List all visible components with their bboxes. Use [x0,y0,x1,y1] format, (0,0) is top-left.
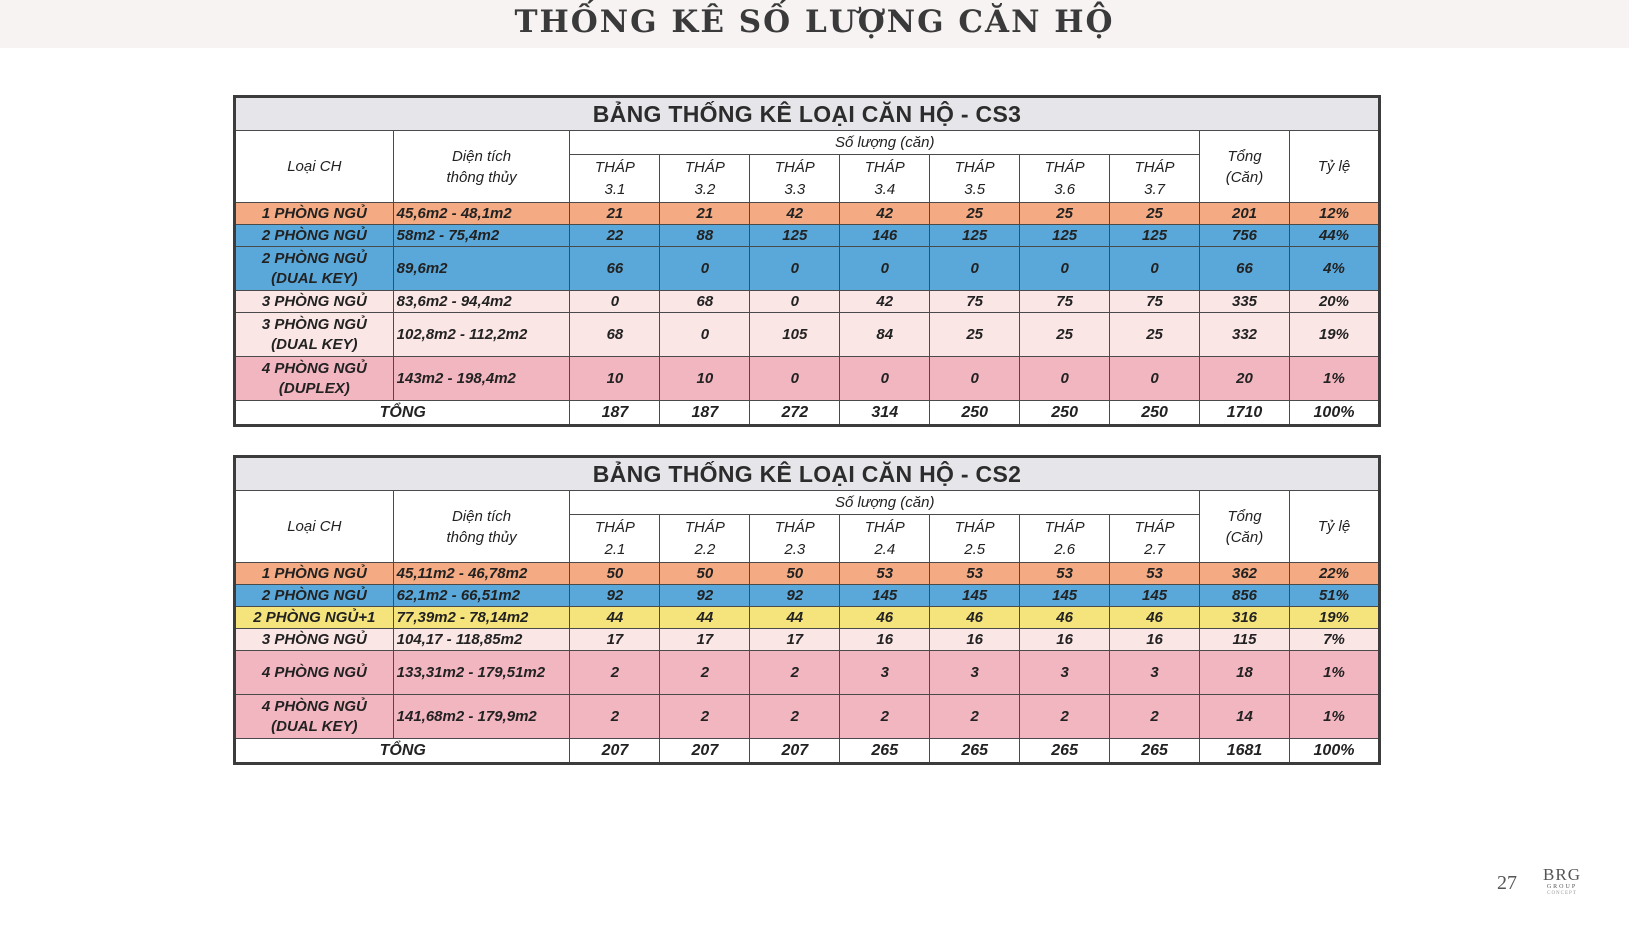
row-value: 0 [840,247,930,291]
row-value: 75 [1020,291,1110,313]
row-type: 3 PHÒNG NGỦ [235,291,394,313]
row-ratio: 51% [1289,585,1379,607]
total-value: 265 [930,739,1020,764]
row-type: 4 PHÒNG NGỦ [235,651,394,695]
row-value: 0 [660,247,750,291]
row-type: 3 PHÒNG NGỦ (DUAL KEY) [235,313,394,357]
header-tower: THÁP 2.4 [840,515,930,563]
row-value: 2 [570,695,660,739]
row-value: 75 [1110,291,1200,313]
total-value: 187 [570,401,660,426]
header-tower: THÁP 2.7 [1110,515,1200,563]
header-tower: THÁP 3.5 [930,155,1020,203]
row-value: 17 [660,629,750,651]
row-area: 58m2 - 75,4m2 [393,225,570,247]
row-total: 856 [1200,585,1290,607]
row-type: 2 PHÒNG NGỦ (DUAL KEY) [235,247,394,291]
row-value: 145 [840,585,930,607]
header-tower: THÁP 2.6 [1020,515,1110,563]
row-value: 25 [1110,203,1200,225]
total-sum: 1710 [1200,401,1290,426]
row-area: 143m2 - 198,4m2 [393,357,570,401]
row-value: 16 [930,629,1020,651]
table-row [235,291,1380,313]
header-row [235,491,1380,515]
total-value: 272 [750,401,840,426]
row-type: 2 PHÒNG NGỦ [235,585,394,607]
row-ratio: 1% [1289,357,1379,401]
total-value: 265 [1110,739,1200,764]
total-label: TỔNG [235,739,570,764]
table-cs2 [233,455,1381,765]
row-value: 0 [660,313,750,357]
table-title-row [235,97,1380,131]
row-value: 125 [750,225,840,247]
row-value: 0 [840,357,930,401]
table-row [235,629,1380,651]
total-value: 265 [840,739,930,764]
row-value: 92 [750,585,840,607]
row-total: 66 [1200,247,1290,291]
row-value: 50 [750,563,840,585]
header-tower: THÁP 3.1 [570,155,660,203]
row-ratio: 44% [1289,225,1379,247]
row-type: 4 PHÒNG NGỦ (DUAL KEY) [235,695,394,739]
row-value: 16 [840,629,930,651]
header-tower: THÁP 3.6 [1020,155,1110,203]
header-total: Tổng (Căn) [1200,131,1290,203]
row-area: 45,6m2 - 48,1m2 [393,203,570,225]
row-area: 102,8m2 - 112,2m2 [393,313,570,357]
row-value: 145 [1020,585,1110,607]
table-row [235,607,1380,629]
total-value: 207 [750,739,840,764]
row-area: 141,68m2 - 179,9m2 [393,695,570,739]
row-value: 25 [1020,203,1110,225]
row-value: 44 [570,607,660,629]
row-value: 145 [1110,585,1200,607]
row-value: 42 [750,203,840,225]
row-ratio: 19% [1289,313,1379,357]
row-value: 105 [750,313,840,357]
table-title: BẢNG THỐNG KÊ LOẠI CĂN HỘ - CS3 [235,97,1380,131]
row-total: 362 [1200,563,1290,585]
row-type: 1 PHÒNG NGỦ [235,203,394,225]
row-ratio: 20% [1289,291,1379,313]
row-total: 20 [1200,357,1290,401]
header-tower: THÁP 2.5 [930,515,1020,563]
row-value: 3 [1020,651,1110,695]
brand-line2: CONCEPT [1547,891,1577,896]
row-value: 68 [660,291,750,313]
brand-name: BRG [1543,865,1581,884]
page-title: THỐNG KÊ SỐ LƯỢNG CĂN HỘ [514,4,1115,40]
table-row [235,203,1380,225]
header-tower: THÁP 2.1 [570,515,660,563]
row-type: 4 PHÒNG NGỦ (DUPLEX) [235,357,394,401]
row-value: 2 [750,651,840,695]
total-ratio: 100% [1289,739,1379,764]
row-value: 0 [1020,247,1110,291]
row-value: 92 [570,585,660,607]
brand-line1: GROUP [1546,884,1578,890]
row-value: 44 [750,607,840,629]
row-value: 25 [930,203,1020,225]
row-value: 75 [930,291,1020,313]
table-title: BẢNG THỐNG KÊ LOẠI CĂN HỘ - CS2 [235,457,1380,491]
row-ratio: 7% [1289,629,1379,651]
row-ratio: 4% [1289,247,1379,291]
row-value: 92 [660,585,750,607]
row-value: 46 [1110,607,1200,629]
table-row [235,357,1380,401]
row-ratio: 1% [1289,651,1379,695]
total-row [235,401,1380,426]
row-area: 45,11m2 - 46,78m2 [393,563,570,585]
row-value: 0 [570,291,660,313]
header-type: Loại CH [235,491,394,563]
row-type: 2 PHÒNG NGỦ [235,225,394,247]
row-area: 62,1m2 - 66,51m2 [393,585,570,607]
header-count: Số lượng (căn) [570,491,1200,515]
row-area: 89,6m2 [393,247,570,291]
total-label: TỔNG [235,401,570,426]
row-value: 25 [930,313,1020,357]
header-row [235,131,1380,155]
row-value: 10 [570,357,660,401]
total-sum: 1681 [1200,739,1290,764]
header-total: Tổng (Căn) [1200,491,1290,563]
row-value: 2 [1110,695,1200,739]
row-area: 77,39m2 - 78,14m2 [393,607,570,629]
header-area: Diện tích thông thủy [393,491,570,563]
row-value: 46 [1020,607,1110,629]
row-value: 53 [1110,563,1200,585]
row-ratio: 1% [1289,695,1379,739]
row-value: 68 [570,313,660,357]
row-value: 125 [930,225,1020,247]
row-value: 2 [840,695,930,739]
row-ratio: 19% [1289,607,1379,629]
row-value: 2 [570,651,660,695]
row-total: 14 [1200,695,1290,739]
header-area: Diện tích thông thủy [393,131,570,203]
row-value: 0 [750,357,840,401]
table-row [235,247,1380,291]
row-value: 2 [1020,695,1110,739]
row-value: 0 [750,291,840,313]
header-tower: THÁP 3.7 [1110,155,1200,203]
row-value: 146 [840,225,930,247]
row-value: 10 [660,357,750,401]
row-total: 201 [1200,203,1290,225]
row-value: 44 [660,607,750,629]
table-row [235,651,1380,695]
total-value: 187 [660,401,750,426]
row-total: 18 [1200,651,1290,695]
header-tower: THÁP 2.2 [660,515,750,563]
row-type: 1 PHÒNG NGỦ [235,563,394,585]
row-value: 22 [570,225,660,247]
row-total: 115 [1200,629,1290,651]
header-tower: THÁP 3.3 [750,155,840,203]
row-area: 104,17 - 118,85m2 [393,629,570,651]
table-row [235,563,1380,585]
table-cs3 [233,95,1381,427]
row-value: 53 [840,563,930,585]
header-tower: THÁP 3.4 [840,155,930,203]
total-value: 314 [840,401,930,426]
row-ratio: 12% [1289,203,1379,225]
row-value: 125 [1110,225,1200,247]
row-value: 0 [930,247,1020,291]
row-value: 46 [930,607,1020,629]
row-value: 125 [1020,225,1110,247]
row-total: 332 [1200,313,1290,357]
row-value: 0 [1110,247,1200,291]
total-value: 250 [1110,401,1200,426]
table-title-row [235,457,1380,491]
total-value: 207 [660,739,750,764]
row-total: 335 [1200,291,1290,313]
row-value: 2 [660,695,750,739]
total-value: 265 [1020,739,1110,764]
brand-logo [1542,866,1582,897]
row-area: 133,31m2 - 179,51m2 [393,651,570,695]
row-value: 88 [660,225,750,247]
table-row [235,225,1380,247]
row-type: 2 PHÒNG NGỦ+1 [235,607,394,629]
row-value: 3 [1110,651,1200,695]
table-row [235,695,1380,739]
total-value: 207 [570,739,660,764]
row-value: 21 [570,203,660,225]
row-value: 25 [1110,313,1200,357]
header-ratio: Tỷ lệ [1289,131,1379,203]
row-total: 316 [1200,607,1290,629]
row-value: 50 [570,563,660,585]
row-type: 3 PHÒNG NGỦ [235,629,394,651]
row-value: 25 [1020,313,1110,357]
header-tower: THÁP 3.2 [660,155,750,203]
header-type: Loại CH [235,131,394,203]
row-value: 50 [660,563,750,585]
row-value: 17 [570,629,660,651]
row-value: 0 [1020,357,1110,401]
header-count: Số lượng (căn) [570,131,1200,155]
row-ratio: 22% [1289,563,1379,585]
row-total: 756 [1200,225,1290,247]
row-value: 53 [930,563,1020,585]
total-value: 250 [1020,401,1110,426]
row-value: 17 [750,629,840,651]
row-value: 2 [660,651,750,695]
row-value: 84 [840,313,930,357]
row-value: 16 [1020,629,1110,651]
table-row [235,313,1380,357]
row-value: 21 [660,203,750,225]
row-value: 0 [750,247,840,291]
total-ratio: 100% [1289,401,1379,426]
table-row [235,585,1380,607]
row-value: 42 [840,203,930,225]
row-value: 145 [930,585,1020,607]
total-value: 250 [930,401,1020,426]
row-value: 2 [750,695,840,739]
row-value: 66 [570,247,660,291]
row-value: 46 [840,607,930,629]
header-tower: THÁP 2.3 [750,515,840,563]
row-value: 3 [930,651,1020,695]
row-value: 42 [840,291,930,313]
page-number: 27 [1497,872,1517,894]
row-value: 53 [1020,563,1110,585]
row-value: 0 [930,357,1020,401]
row-value: 3 [840,651,930,695]
total-row [235,739,1380,764]
row-value: 16 [1110,629,1200,651]
row-value: 2 [930,695,1020,739]
row-value: 0 [1110,357,1200,401]
row-area: 83,6m2 - 94,4m2 [393,291,570,313]
header-ratio: Tỷ lệ [1289,491,1379,563]
